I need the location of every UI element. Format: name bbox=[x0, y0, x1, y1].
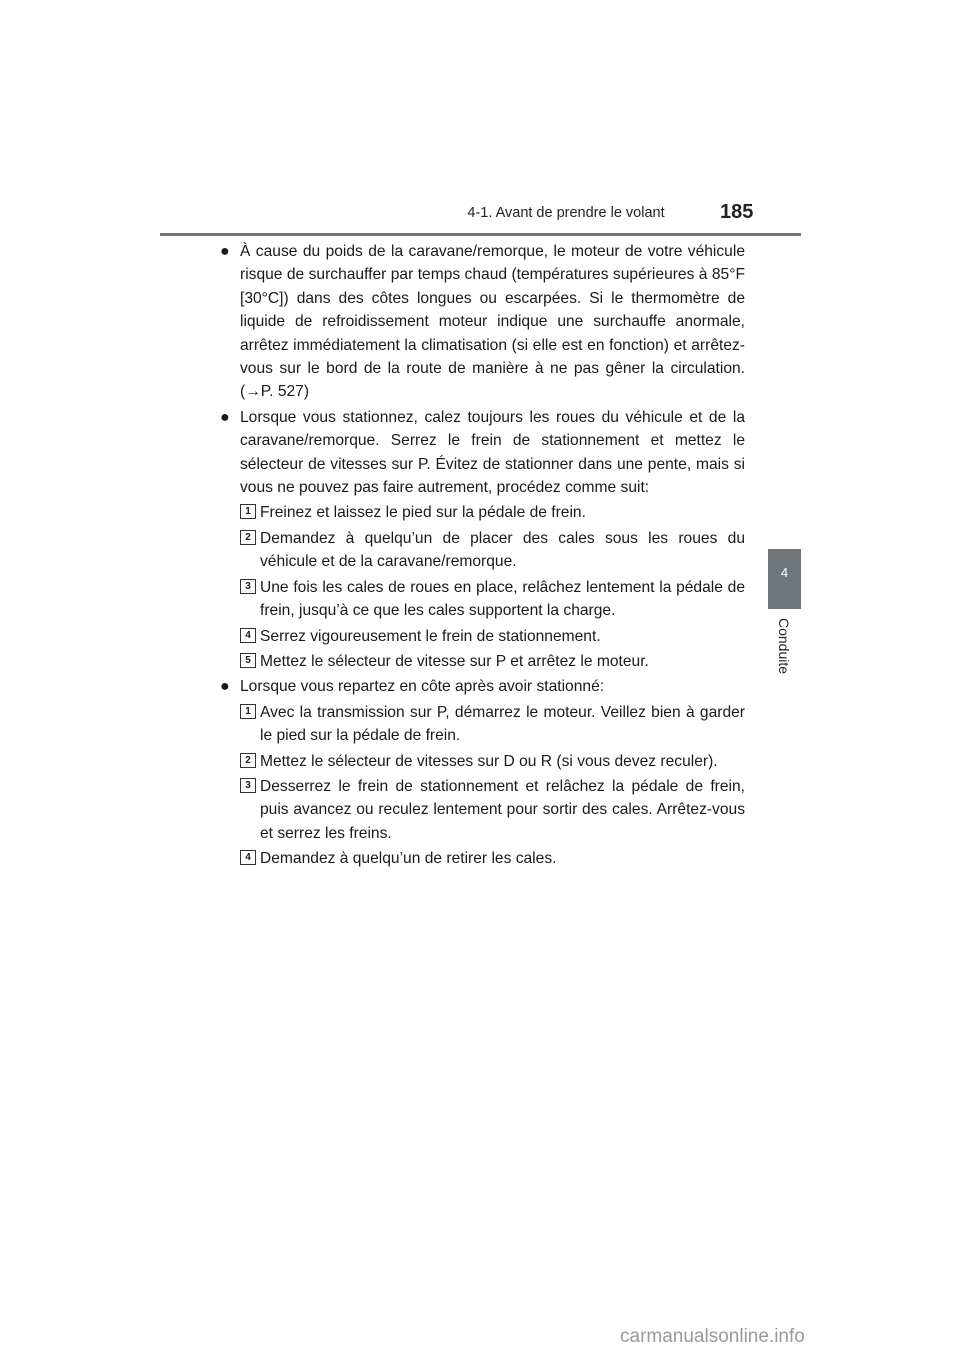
step-number-badge: 4 bbox=[240, 628, 256, 643]
step-list bbox=[240, 701, 745, 871]
page-number: 185 bbox=[720, 201, 754, 223]
step-number-badge: 4 bbox=[240, 850, 256, 865]
footer-watermark[interactable]: carmanualsonline.info bbox=[620, 1326, 805, 1347]
step-item bbox=[240, 625, 745, 648]
step-number-badge: 2 bbox=[240, 753, 256, 768]
step-item bbox=[240, 847, 745, 870]
step-text: Demandez à quelqu’un de retirer les cales. bbox=[260, 850, 557, 868]
step-number-badge: 5 bbox=[240, 653, 256, 668]
step-text: Freinez et laissez le pied sur la pédale de frein. bbox=[260, 504, 586, 522]
step-item bbox=[240, 650, 745, 673]
chapter-label: Conduite bbox=[776, 618, 792, 675]
step-text: Mettez le sélecteur de vitesse sur P et arrêtez le moteur. bbox=[260, 652, 649, 670]
step-text: Demandez à quelqu’un de placer des cales sous les roues du véhicule et de la caravane/remorque. bbox=[260, 529, 745, 571]
step-text: Avec la transmission sur P, démarrez le moteur. Veillez bien à garder le pied sur la pédale de frein. bbox=[260, 703, 745, 745]
step-item bbox=[240, 576, 745, 623]
bullet-text: À cause du poids de la caravane/remorque, le moteur de votre véhicule risque de surchauffer par temps chaud (températures supérieures à 85°F [30°C]) dans des côtes longues ou escarpées. Si le thermomètre de liquide de refroidissement moteur indique une surchauffe anormale, arrêtez immédiatement la climatisation (si elle est en fonction) et arrêtez-vous sur le bord de la route de manière à ne pas gêner la circulation. (→P. 527) bbox=[240, 243, 745, 401]
step-item bbox=[240, 701, 745, 748]
step-number-badge: 1 bbox=[240, 504, 256, 519]
bullet-dot-icon: ● bbox=[220, 243, 230, 260]
step-text: Serrez vigoureusement le frein de stationnement. bbox=[260, 627, 601, 645]
step-text: Desserrez le frein de stationnement et relâchez la pédale de frein, puis avancez ou reculez lentement pour sortir des cales. Arrêtez-vous et serrez les freins. bbox=[260, 777, 745, 842]
step-number-badge: 3 bbox=[240, 579, 256, 594]
step-item bbox=[240, 527, 745, 574]
bullet-item bbox=[220, 240, 745, 404]
chapter-tab[interactable]: 4 bbox=[768, 549, 801, 609]
step-list bbox=[240, 501, 745, 673]
bullet-dot-icon: ● bbox=[220, 408, 230, 426]
header-section-title: 4-1. Avant de prendre le volant bbox=[467, 205, 665, 221]
bullet-dot-icon: ● bbox=[220, 678, 230, 696]
step-item bbox=[240, 775, 745, 845]
bullet-text: Lorsque vous stationnez, calez toujours les roues du véhicule et de la caravane/remorque. Serrez le frein de stationnement et mettez le sélecteur de vitesses sur P. Évitez de stationner dans une pente, mais si vous ne pouvez pas faire autrement, procédez comme suit: bbox=[240, 408, 745, 497]
step-item bbox=[240, 750, 745, 773]
step-text: Mettez le sélecteur de vitesses sur D ou R (si vous devez reculer). bbox=[260, 752, 718, 770]
step-text: Une fois les cales de roues en place, relâchez lentement la pédale de frein, jusqu’à ce que les cales supportent la charge. bbox=[260, 578, 745, 620]
step-number-badge: 1 bbox=[240, 704, 256, 719]
bullet-item bbox=[220, 675, 745, 870]
bullet-item bbox=[220, 406, 745, 673]
content-body bbox=[220, 240, 745, 873]
step-item bbox=[240, 501, 745, 524]
bullet-text: Lorsque vous repartez en côte après avoir stationné: bbox=[240, 678, 605, 696]
step-number-badge: 3 bbox=[240, 778, 256, 793]
header-rule bbox=[160, 233, 801, 236]
step-number-badge: 2 bbox=[240, 530, 256, 545]
